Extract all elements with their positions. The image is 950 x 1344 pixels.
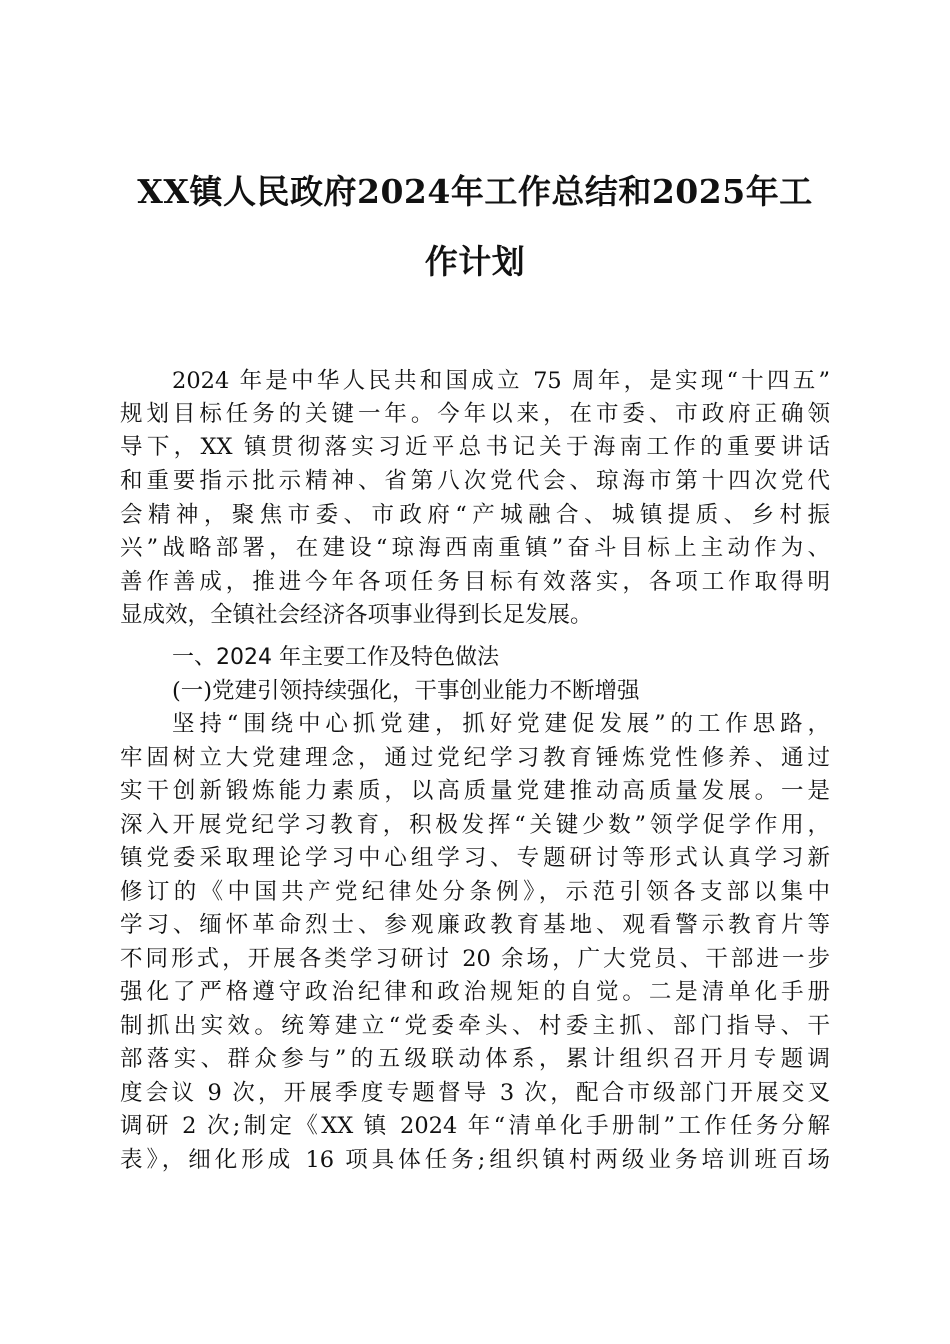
intro-paragraph-line: 会精神，聚焦市委、市政府“产城融合、城镇提质、乡村振: [120, 502, 830, 528]
body-paragraph-line: 学习、缅怀革命烈士、参观廉政教育基地、观看警示教育片等: [120, 912, 830, 938]
body-paragraph-line: 牢固树立大党建理念，通过党纪学习教育锤炼党性修养、通过: [120, 745, 830, 771]
intro-paragraph-line: 兴”战略部署，在建设“琼海西南重镇”奋斗目标上主动作为、: [120, 535, 830, 561]
intro-paragraph-line: 显成效，全镇社会经济各项事业得到长足发展。: [120, 602, 593, 628]
body-paragraph-line: 镇党委采取理论学习中心组学习、专题研讨等形式认真学习新: [120, 845, 830, 871]
intro-paragraph-line: 规划目标任务的关键一年。今年以来，在市委、市政府正确领: [120, 401, 830, 427]
body-paragraph-line: 不同形式，开展各类学习研讨 20 余场，广大党员、干部进一步: [120, 946, 830, 972]
body-paragraph-line: 实干创新锻炼能力素质，以高质量党建推动高质量发展。一是: [120, 778, 830, 804]
document-title-line-1: XX镇人民政府2024年工作总结和2025年工: [137, 172, 813, 211]
body-paragraph-line: 调研 2 次;制定《XX 镇 2024 年“清单化手册制”工作任务分解: [120, 1113, 830, 1139]
intro-paragraph-line: 善作善成，推进今年各项任务目标有效落实，各项工作取得明: [120, 569, 830, 595]
body-paragraph-line: 部落实、群众参与”的五级联动体系，累计组织召开月专题调: [120, 1046, 830, 1072]
document-title-line-2: 作计划: [424, 242, 526, 281]
intro-paragraph-line: 导下，XX 镇贯彻落实习近平总书记关于海南工作的重要讲话: [120, 434, 830, 460]
body-paragraph-line: 表》，细化形成 16 项具体任务;组织镇村两级业务培训班百场: [120, 1147, 830, 1173]
body-paragraph-line: 修订的《中国共产党纪律处分条例》，示范引领各支部以集中: [120, 879, 830, 905]
intro-paragraph-line: 2024 年是中华人民共和国成立 75 周年，是实现“十四五”: [172, 368, 830, 394]
body-paragraph-line: 度会议 9 次，开展季度专题督导 3 次，配合市级部门开展交叉: [120, 1080, 830, 1106]
body-paragraph-line: 深入开展党纪学习教育，积极发挥“关键少数”领学促学作用，: [120, 812, 830, 838]
intro-paragraph-line: 和重要指示批示精神、省第八次党代会、琼海市第十四次党代: [120, 468, 830, 494]
section-heading: 一、2024 年主要工作及特色做法: [172, 645, 499, 670]
body-paragraph-line: 强化了严格遵守政治纪律和政治规矩的自觉。二是清单化手册: [120, 979, 830, 1005]
subsection-heading: (一)党建引领持续强化，干事创业能力不断增强: [172, 678, 640, 704]
body-paragraph-line: 坚持“围绕中心抓党建，抓好党建促发展”的工作思路，: [172, 711, 830, 737]
body-paragraph-line: 制抓出实效。统筹建立“党委牵头、村委主抓、部门指导、干: [120, 1013, 830, 1039]
